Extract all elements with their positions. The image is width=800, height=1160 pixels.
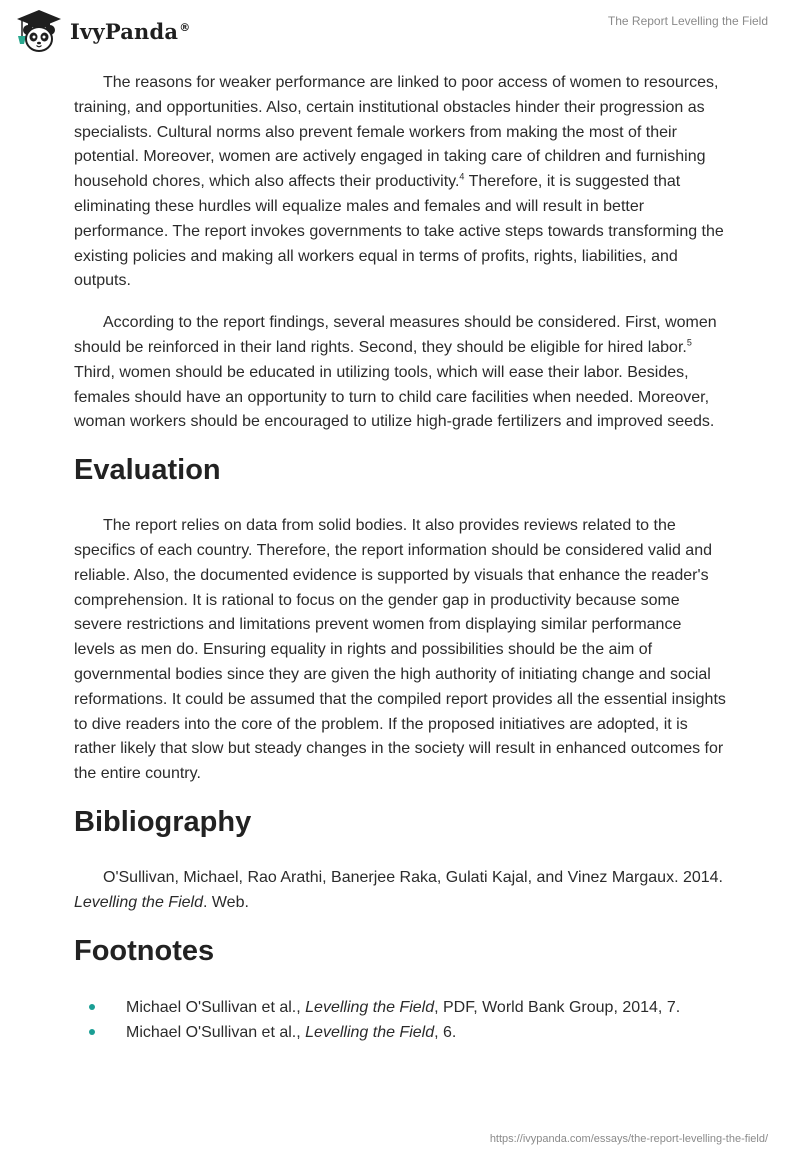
footnotes-heading: Footnotes [74,934,215,967]
logo-wordmark: IvyPanda® [70,18,191,44]
paragraph-weaker-performance: The reasons for weaker performance are linked to poor access of women to resources, training, and opportunities. Also, certain institutional obstacles hinder their progression as specialists. Cultural norms also prevent female workers from making the most of their potential. Moreover, women are actively engaged in taking care of children and furnishing household chores, which also affects their productivity.$^4$ Therefore, it is suggested that eliminating these hurdles will equalize males and females and will result in better performance. The report invokes governments to take active steps towards transforming the existing policies and making all workers equal in terms of profits, rights, liabilities, and outputs. [74,74,724,290]
essay-content [74,71,726,1045]
footnote-item: Michael O'Sullivan et al., Levelling the Field, PDF, World Bank Group, 2014, 7. [74,995,726,1020]
source-url-link[interactable]: https://ivypanda.com/essays/the-report-levelling-the-field/ [489,1133,768,1145]
panda-graduate-icon [14,8,64,54]
paragraph-evaluation: The report relies on data from solid bodies. It also provides reviews related to the specifics of each country. Therefore, the report information should be considered valid and reliable. Also, the documented evidence is supported by visuals that enhance the reader's comprehension. It is rational to focus on the gender gap in productivity because some severe restrictions and limitations prevent women from displaying similar performance levels as men do. Ensuring equality in rights and possibilities should be the aim of governmental bodies since they are given the high authority of initiating change and social reformations. It could be assumed that the compiled report provides all the essential insights to dive readers into the core of the problem. If the proposed initiatives are adopted, it is rather likely that slow but steady changes in the society will result in enhanced outcomes for the entire country. [74,517,726,783]
bibliography-heading: Bibliography [74,805,252,838]
footnotes-list [74,995,726,1045]
footnote-ref-4[interactable]: 4 [459,171,465,182]
page-header [0,0,800,64]
paragraph-measures: According to the report findings, several measures should be considered. First, women should be reinforced in their land rights. Second, they should be eligible for hired labor.$^5$ Third, women should be educated in utilizing tools, which will ease their labor. Besides, females should have an opportunity to turn to child care facilities when needed. Moreover, woman workers should be encouraged to utilize high-grade fertilizers and improved seeds. [74,314,717,431]
footnote-ref-5[interactable]: 5 [686,337,692,348]
bibliography-entry: O'Sullivan, Michael, Rao Arathi, Banerjee Raka, Gulati Kajal, and Vinez Margaux. 2014. Levelling the Field. Web. [74,868,723,911]
evaluation-heading: Evaluation [74,454,221,487]
bullet-icon [89,1029,95,1035]
document-title: The Report Levelling the Field [607,14,768,28]
bullet-icon [89,1004,95,1010]
footnote-item: Michael O'Sullivan et al., Levelling the Field, 6. [74,1020,726,1045]
ivypanda-logo[interactable] [14,8,190,54]
